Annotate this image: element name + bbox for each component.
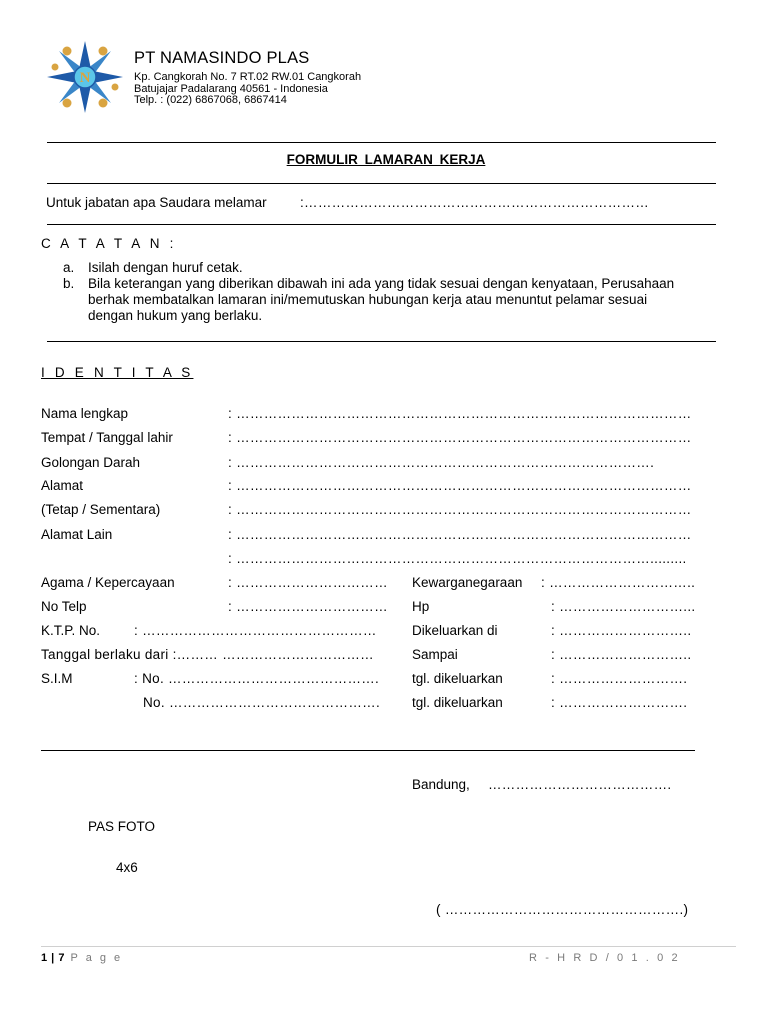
- note-a-text: Isilah dengan huruf cetak.: [88, 260, 243, 275]
- note-marker-a: a.: [63, 260, 75, 275]
- divider: [41, 750, 695, 751]
- label-sampai: Sampai: [412, 647, 458, 662]
- photo-size-label: 4x6: [116, 860, 138, 875]
- footer-divider: [41, 946, 736, 947]
- catatan-heading: C A T A T A N :: [41, 236, 177, 251]
- logo-letter: N: [79, 70, 91, 86]
- field-alamat-lain[interactable]: : ………………………………………………………………………………………: [228, 527, 692, 542]
- company-address-line2: Batujajar Padalarang 40561 - Indonesia: [134, 83, 328, 95]
- identitas-heading: I D E N T I T A S: [41, 365, 194, 380]
- page-total: 7: [58, 952, 65, 964]
- divider: [47, 142, 716, 143]
- date-field[interactable]: ………………………………….: [488, 777, 672, 792]
- divider: [47, 183, 716, 184]
- note-b-line1: Bila keterangan yang diberikan dibawah ini ada yang tidak sesuai dengan kenyataan, Perusahaan: [88, 276, 675, 291]
- field-agama[interactable]: : ……………………………: [228, 575, 388, 590]
- label-sim: S.I.M: [41, 671, 73, 686]
- field-tanggal-berlaku[interactable]: Tanggal berlaku dari :……… ……………………………: [41, 647, 374, 662]
- label-alamat: Alamat: [41, 478, 84, 493]
- page-separator: |: [47, 952, 59, 964]
- label-golongan-darah: Golongan Darah: [41, 455, 141, 470]
- company-address-line1: Kp. Cangkorah No. 7 RT.02 RW.01 Cangkorah: [134, 71, 362, 83]
- label-tempat-tanggal-lahir: Tempat / Tanggal lahir: [41, 430, 173, 445]
- label-no-telp: No Telp: [41, 599, 87, 614]
- label-tetap-sementara: (Tetap / Sementara): [41, 502, 161, 517]
- note-b-line3: dengan hukum yang berlaku.: [88, 308, 263, 323]
- company-logo: [44, 40, 126, 114]
- company-phone: Telp. : (022) 6867068, 6867414: [134, 94, 287, 106]
- note-marker-b: b.: [63, 276, 75, 291]
- label-ktp: K.T.P. No.: [41, 623, 101, 638]
- field-alamat-lain-2[interactable]: : ……………………………………………………………………………….........: [228, 551, 687, 566]
- label-tgl-dikeluarkan-2: tgl. dikeluarkan: [412, 695, 503, 710]
- position-field[interactable]: :…………………………………………………………………: [300, 195, 650, 210]
- field-tetap-sementara[interactable]: : ………………………………………………………………………………………: [228, 502, 692, 517]
- note-b-line2: berhak membatalkan lamaran ini/memutuskan hubungan kerja atau menuntut pelamar sesuai: [88, 292, 648, 307]
- label-kewarganegaraan: Kewarganegaraan: [412, 575, 523, 590]
- label-alamat-lain: Alamat Lain: [41, 527, 113, 542]
- position-label: Untuk jabatan apa Saudara melamar: [46, 195, 267, 210]
- form-title: FORMULIR LAMARAN KERJA: [286, 152, 486, 167]
- field-hp[interactable]: : ………………………...: [551, 599, 696, 614]
- field-tgl-dikeluarkan-2[interactable]: : ……………………….: [551, 695, 688, 710]
- field-alamat[interactable]: : ………………………………………………………………………………………: [228, 478, 692, 493]
- label-agama: Agama / Kepercayaan: [41, 575, 175, 590]
- page-word: P a g e: [64, 952, 123, 964]
- field-dikeluarkan-di[interactable]: : ………………………..: [551, 623, 692, 638]
- divider: [47, 341, 716, 342]
- field-ktp[interactable]: : ……………………………………………: [134, 623, 377, 638]
- label-dikeluarkan-di: Dikeluarkan di: [412, 623, 498, 638]
- place-label: Bandung,: [412, 777, 470, 792]
- label-tgl-dikeluarkan-1: tgl. dikeluarkan: [412, 671, 503, 686]
- field-sampai[interactable]: : ………………………..: [551, 647, 692, 662]
- field-no-telp[interactable]: : ……………………………: [228, 599, 388, 614]
- divider: [47, 224, 716, 225]
- field-sim-no-1[interactable]: : No. ……………………………………….: [134, 671, 380, 686]
- field-sim-no-2[interactable]: No. ……………………………………….: [143, 695, 381, 710]
- field-kewarganegaraan[interactable]: : …………………………..: [541, 575, 696, 590]
- page-number: [41, 952, 123, 964]
- company-name: PT NAMASINDO PLAS: [134, 49, 310, 67]
- field-golongan-darah[interactable]: : ……………………………………………………………………………….: [228, 455, 655, 470]
- document-code: R - H R D / 0 1 . 0 2: [529, 952, 681, 964]
- field-tgl-dikeluarkan-1[interactable]: : ……………………….: [551, 671, 688, 686]
- page-current: 1: [41, 952, 48, 964]
- field-nama-lengkap[interactable]: : ………………………………………………………………………………………: [228, 406, 692, 421]
- label-nama-lengkap: Nama lengkap: [41, 406, 129, 421]
- field-tempat-tanggal-lahir[interactable]: : ………………………………………………………………………………………: [228, 430, 692, 445]
- signature-name-field[interactable]: ( …………………………………………….): [436, 902, 689, 917]
- label-hp: Hp: [412, 599, 430, 614]
- pas-foto-label: PAS FOTO: [88, 819, 156, 834]
